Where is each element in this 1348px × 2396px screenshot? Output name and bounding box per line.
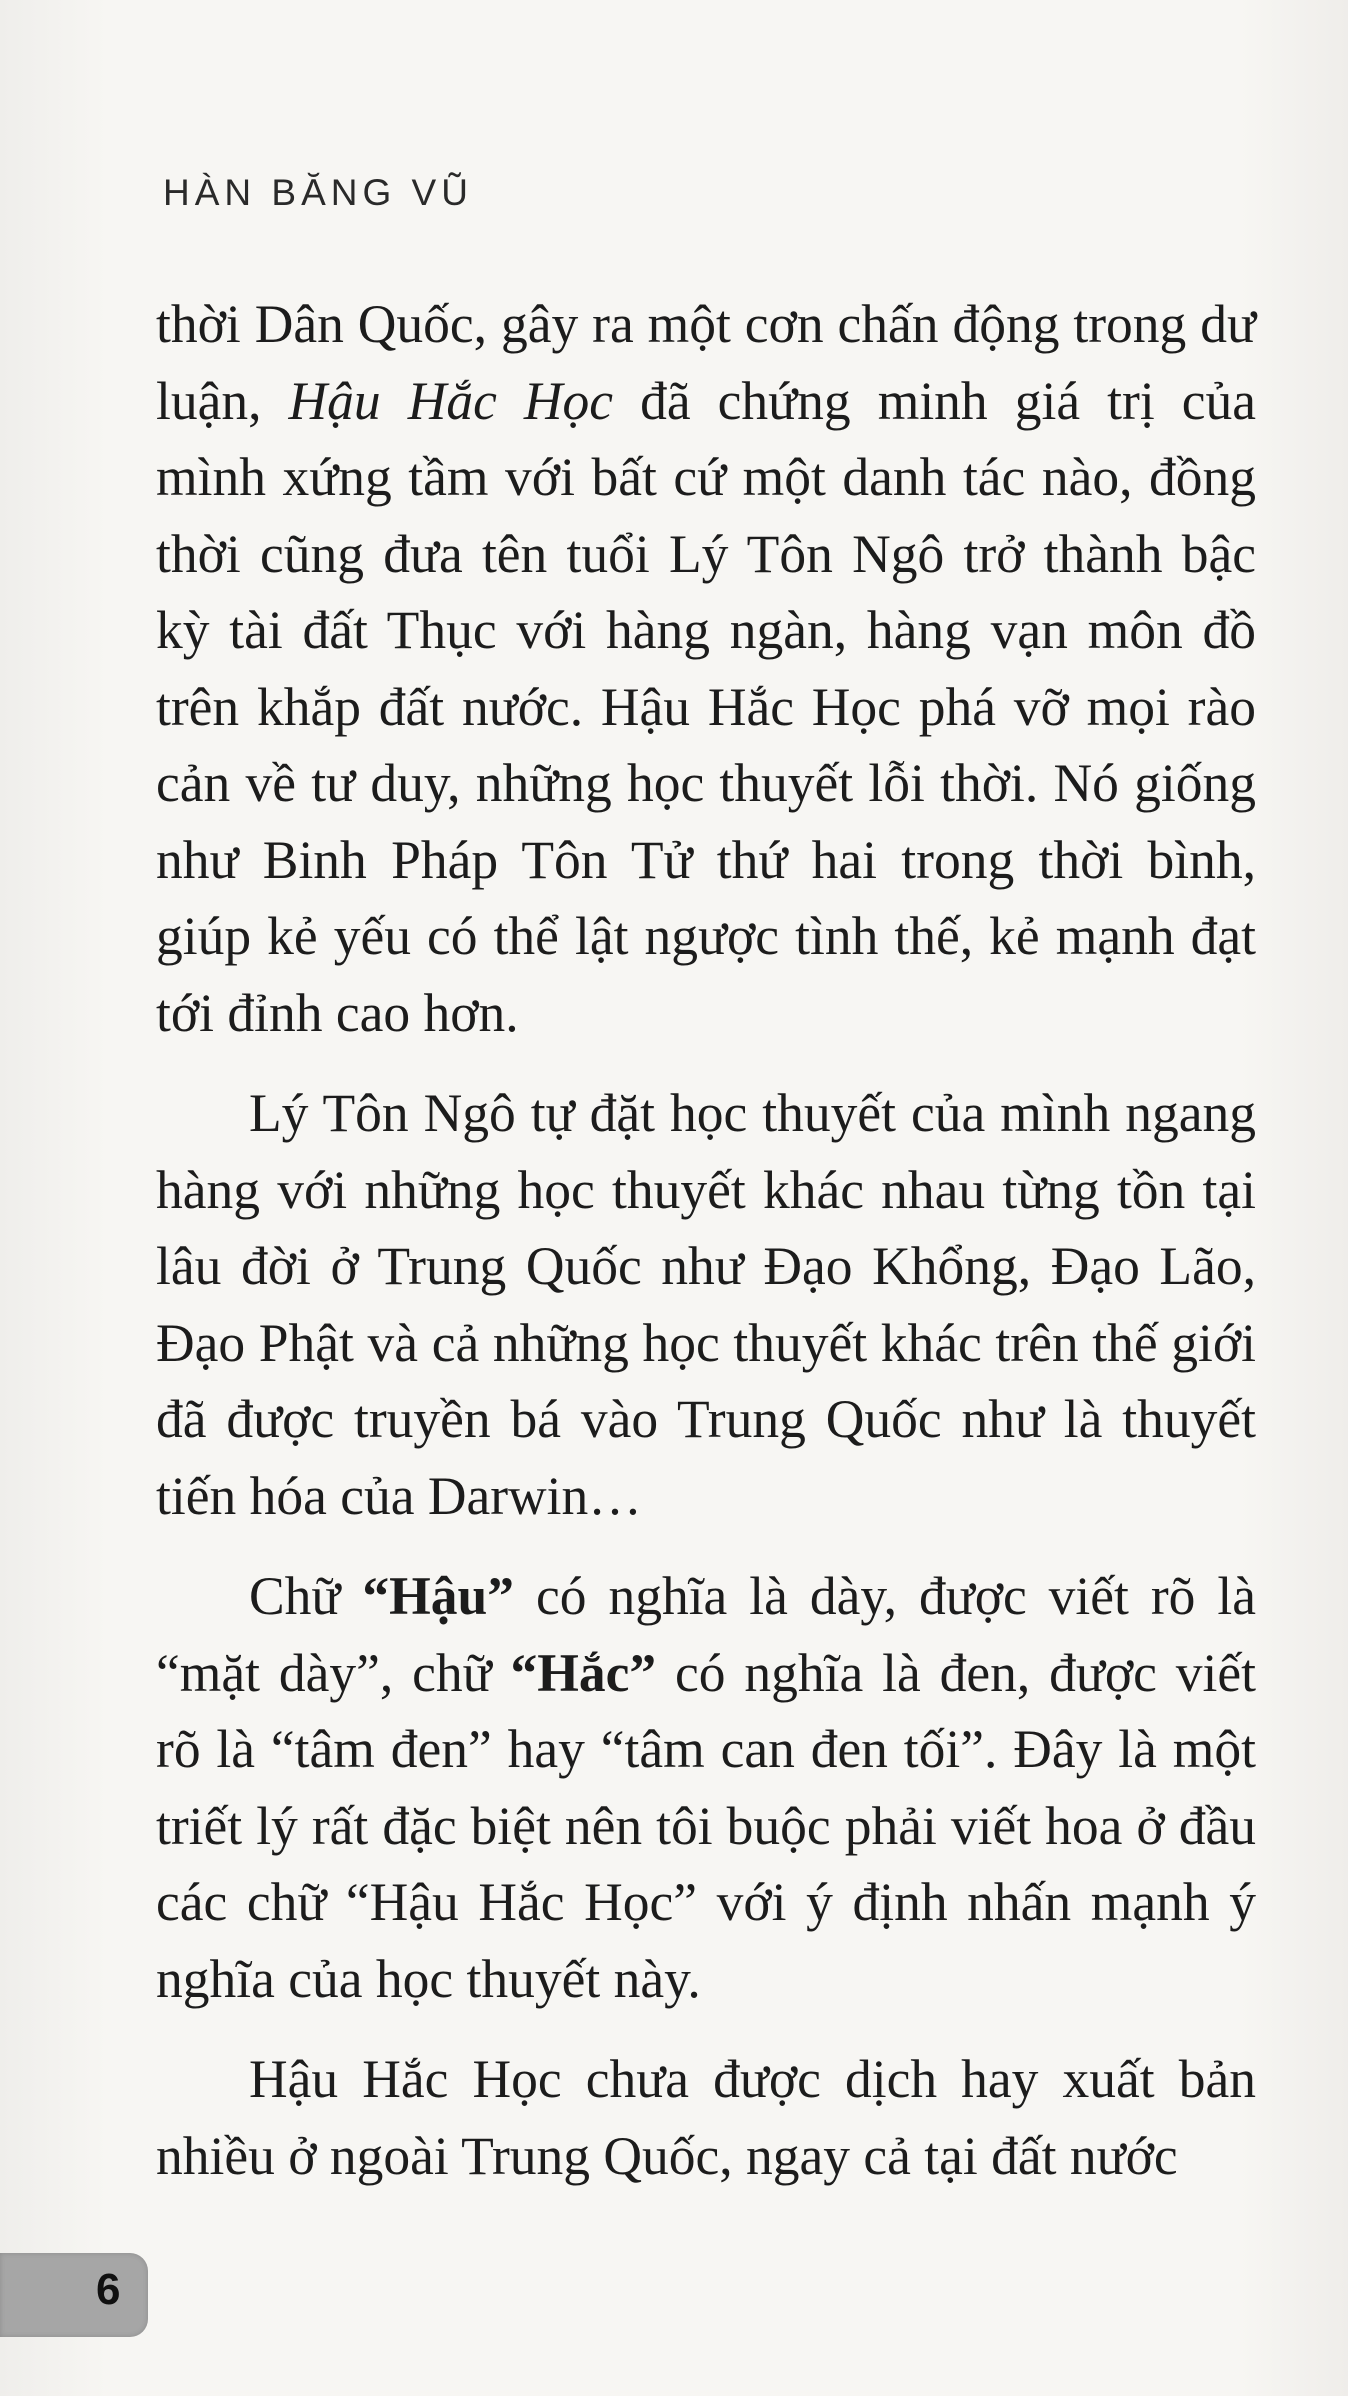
paragraph-4: Hậu Hắc Học chưa được dịch hay xuất bản nhiều ở ngoài Trung Quốc, ngay cả tại đất nước [156,2049,1256,2186]
paragraph-3-text-a: Chữ [249,1566,363,1626]
paragraph-3 [156,1558,1256,2017]
paragraph-2: Lý Tôn Ngô tự đặt học thuyết của mình ngang hàng với những học thuyết khác nhau từng tồn tại lâu đời ở Trung Quốc như Đạo Khổng, Đạo Lão, Đạo Phật và cả những học thuyết khác trên thế giới đã được truyền bá vào Trung Quốc như là thuyết tiến hóa của Darwin… [156,1083,1256,1526]
paragraph-1 [156,286,1256,1051]
term-hac-bold: “Hắc” [510,1642,657,1703]
running-header: HÀN BĂNG VŨ [163,172,473,213]
book-title-italic: Hậu Hắc Học [288,370,614,431]
paragraph-3-text-b: có nghĩa là dày, được viết rõ là “mặt dày”, chữ [156,1566,1257,1703]
page-number: 6 [96,2265,121,2314]
paragraph-1-text-b: đã chứng minh giá trị của mình xứng tầm với bất cứ một danh tác nào, đồng thời cũng đưa tên tuổi Lý Tôn Ngô trở thành bậc kỳ tài đất Thục với hàng ngàn, hàng vạn môn đồ trên khắp đất nước. Hậu Hắc Học phá vỡ mọi rào cản về tư duy, những học thuyết lỗi thời. Nó giống như Binh Pháp Tôn Tử thứ hai trong thời bình, giúp kẻ yếu có thể lật ngược tình thế, kẻ mạnh đạt tới đỉnh cao hơn. [156,370,1256,1043]
page-number-tab [0,2253,148,2337]
paragraph-3-text-c: có nghĩa là đen, được viết rõ là “tâm đen” hay “tâm can đen tối”. Đây là một triết lý rất đặc biệt nên tôi buộc phải viết hoa ở đầu các chữ “Hậu Hắc Học” với ý định nhấn mạnh ý nghĩa của học thuyết này. [156,1642,1256,2009]
term-hau-bold: “Hậu” [362,1566,515,1626]
paragraph-1-text-a: thời Dân Quốc, gây ra một cơn chấn động trong dư luận, [156,294,1256,431]
body-text [156,286,1256,2194]
